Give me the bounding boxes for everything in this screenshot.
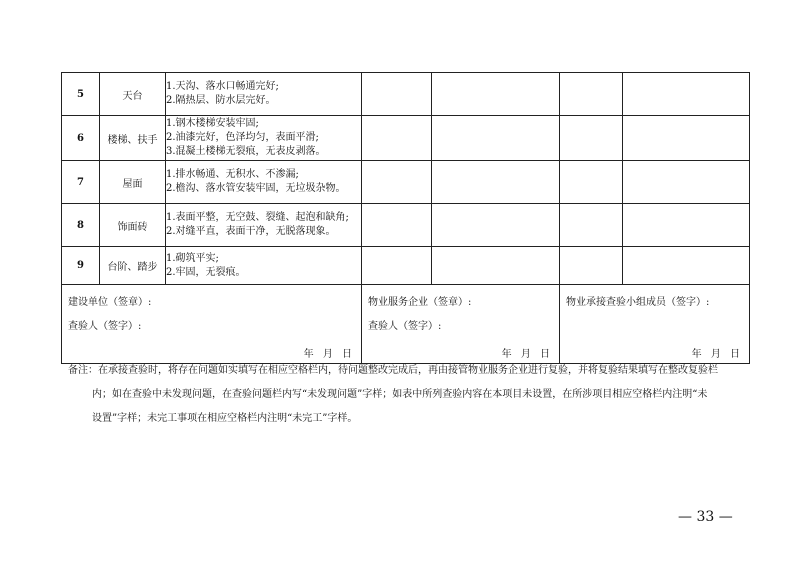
remarks-line: 设置”字样；未完工事项在相应空格栏内注明“未完工”字样。 (92, 413, 358, 424)
requirement-line: 3.混凝土楼梯无裂痕，无表皮剥落。 (166, 146, 326, 157)
row-number: 6 (62, 116, 100, 161)
date-label: 年 月 日 (501, 349, 553, 360)
inspector-label: 查验人（签字）: (68, 321, 142, 332)
blank-cell (362, 161, 432, 204)
blank-cell (560, 73, 623, 116)
requirement-line: 1.砌筑平实; (166, 252, 219, 264)
row-number: 7 (62, 161, 100, 204)
requirement-line: 2.隔热层、防水层完好。 (166, 95, 276, 106)
blank-cell (623, 116, 750, 161)
blank-cell (362, 116, 432, 161)
property-company-label: 物业服务企业（签章）: (368, 297, 472, 308)
table-row (62, 161, 750, 204)
requirement-line: 1.表面平整，无空鼓、裂缝、起泡和缺角; (166, 212, 349, 223)
owners-group-label: 物业承接查验小组成员（签字）: (566, 297, 710, 308)
row-requirements (166, 247, 362, 285)
date-label: 年 月 日 (303, 349, 355, 360)
blank-cell (362, 247, 432, 285)
property-company-signature (362, 285, 560, 364)
inspector-label: 查验人（签字）: (368, 321, 442, 332)
table-row (62, 73, 750, 116)
page-number: — 33 — (678, 509, 733, 525)
table-row (62, 116, 750, 161)
requirement-line: 2.牢固，无裂痕。 (166, 266, 246, 278)
blank-cell (560, 116, 623, 161)
construction-unit-label: 建设单位（签章）: (68, 297, 152, 308)
row-item: 楼梯、扶手 (100, 116, 166, 161)
row-requirements (166, 161, 362, 204)
signature-row (62, 285, 750, 364)
blank-cell (623, 247, 750, 285)
blank-cell (623, 161, 750, 204)
requirement-line: 1.排水畅通、无积水、不渗漏; (166, 169, 299, 180)
row-number: 5 (62, 73, 100, 116)
blank-cell (432, 73, 560, 116)
row-number: 9 (62, 247, 100, 285)
requirement-line: 2.对缝平直，表面干净，无脱落现象。 (166, 226, 336, 237)
blank-cell (623, 73, 750, 116)
requirement-line: 2.檐沟、落水管安装牢固，无垃圾杂物。 (166, 183, 346, 194)
blank-cell (362, 204, 432, 247)
blank-cell (623, 204, 750, 247)
blank-cell (432, 161, 560, 204)
blank-cell (362, 73, 432, 116)
requirement-line: 1.钢木楼梯安装牢固; (166, 118, 259, 129)
remarks (68, 359, 748, 431)
blank-cell (560, 161, 623, 204)
construction-unit-signature (62, 285, 362, 364)
remarks-line: 备注：在承接查验时，将存在问题如实填写在相应空格栏内，待问题整改完成后，再由接管物业服务企业进行复验，并将复验结果填写在整改复验栏 (68, 365, 718, 376)
table-row (62, 204, 750, 247)
requirement-line: 2.油漆完好，色泽均匀，表面平滑; (166, 132, 319, 143)
row-requirements (166, 116, 362, 161)
date-label: 年 月 日 (691, 349, 743, 360)
blank-cell (560, 247, 623, 285)
blank-cell (432, 116, 560, 161)
row-requirements (166, 204, 362, 247)
row-item: 天台 (100, 73, 166, 116)
row-requirements (166, 73, 362, 116)
row-item: 饰面砖 (100, 204, 166, 247)
blank-cell (432, 247, 560, 285)
owners-group-signature (560, 285, 750, 364)
blank-cell (560, 204, 623, 247)
row-item: 台阶、踏步 (100, 247, 166, 285)
table-row (62, 247, 750, 285)
inspection-table (61, 72, 750, 364)
requirement-line: 1.天沟、落水口畅通完好; (166, 81, 279, 92)
remarks-line: 内；如在查验中未发现问题，在查验问题栏内写“未发现问题”字样；如表中所列查验内容在本项目未设置，在所涉项目相应空格栏内注明“未 (92, 389, 708, 400)
row-item: 屋面 (100, 161, 166, 204)
blank-cell (432, 204, 560, 247)
row-number: 8 (62, 204, 100, 247)
